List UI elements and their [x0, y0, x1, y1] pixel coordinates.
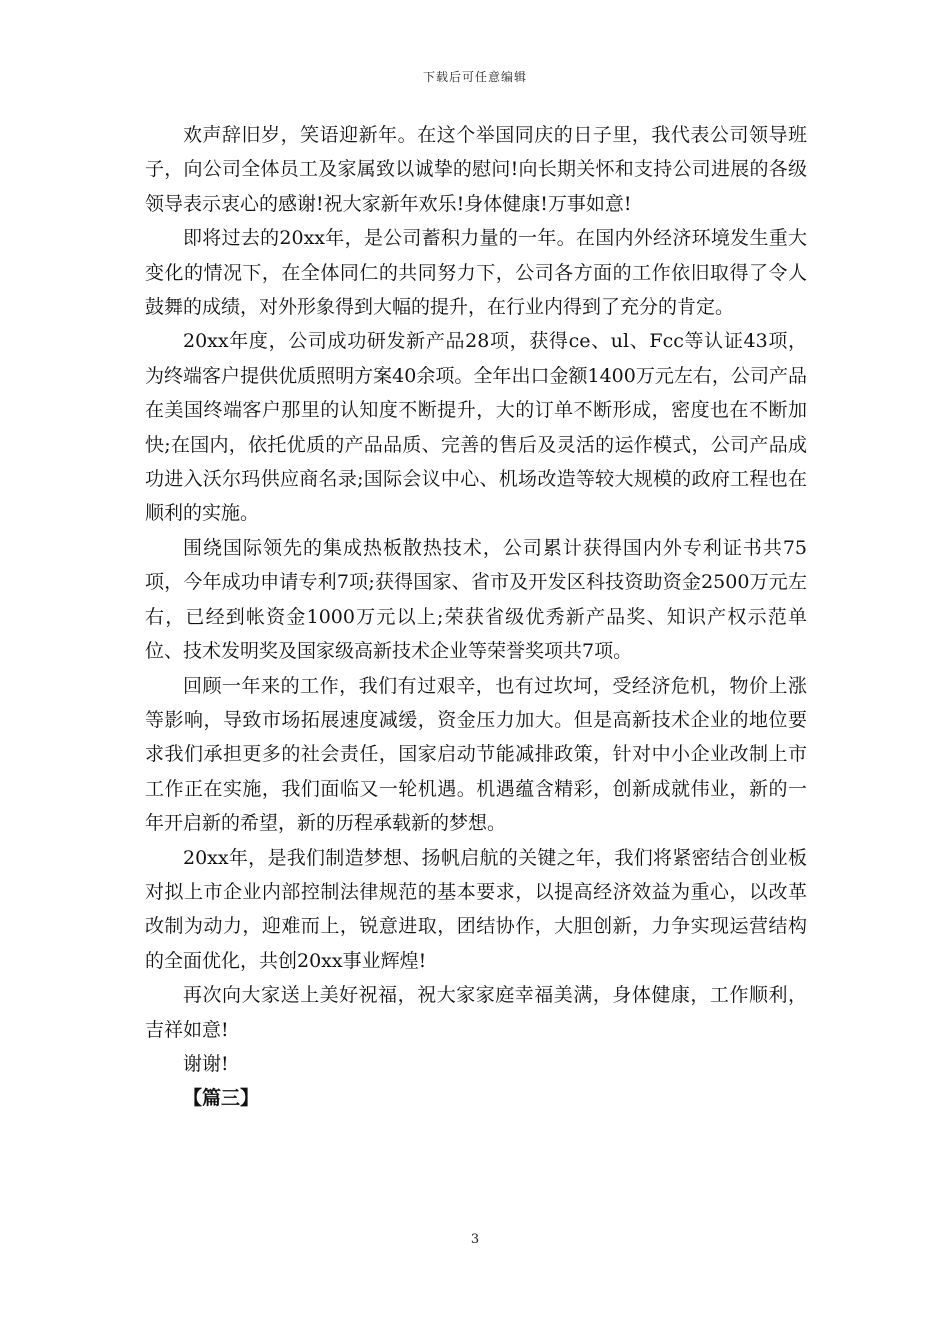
page-number: 3: [470, 1232, 480, 1247]
paragraph-products: 20xx年度，公司成功研发新产品28项，获得ce、ul、Fcc等认证43项，为终端客户提供优质照明方案40余项。全年出口金额1400万元左右，公司产品在美国终端客户那里的认知度不断提升，大的订单不断形成，密度也在不断加快;在国内，依托优质的产品品质、完善的售后及灵活的运作模式，公司产品成功进入沃尔玛供应商名录;国际会议中心、机场改造等较大规模的政府工程也在顺利的实施。: [145, 330, 807, 525]
document-body: [145, 118, 807, 1116]
paragraph-year-review: 即将过去的20xx年，是公司蓄积力量的一年。在国内外经济环境发生重大变化的情况下，在全体同仁的共同努力下，公司各方面的工作依旧取得了令人鼓舞的成绩，对外形象得到大幅的提升，在行业内得到了充分的肯定。: [145, 227, 807, 319]
paragraph-thanks: 谢谢!: [183, 1052, 229, 1075]
page-header-note: 下载后可任意编辑: [422, 70, 527, 84]
paragraph-patents: 围绕国际领先的集成热板散热技术，公司累计获得国内外专利证书共75项，今年成功申请专利7项;获得国家、省市及开发区科技资助资金2500万元左右，已经到帐资金1000万元以上;荣获省级优秀新产品奖、知识产权示范单位、技术发明奖及国家级高新技术企业等荣誉奖项共7项。: [145, 536, 807, 663]
section-heading: 【篇三】: [183, 1087, 260, 1110]
paragraph-outlook: 20xx年，是我们制造梦想、扬帆启航的关键之年，我们将紧密结合创业板对拟上市企业内部控制法律规范的基本要求，以提高经济效益为重心，以改革改制为动力，迎难而上，锐意进取，团结协作，大胆创新，力争实现运营结构的全面优化，共创20xx事业辉煌!: [145, 846, 807, 972]
paragraph-greeting: 欢声辞旧岁，笑语迎新年。在这个举国同庆的日子里，我代表公司领导班子，向公司全体员工及家属致以诚挚的慰问!向长期关怀和支持公司进展的各级领导表示衷心的感谢!祝大家新年欢乐!身体健康!万事如意!: [145, 124, 807, 215]
paragraph-challenges: 回顾一年来的工作，我们有过艰辛，也有过坎坷，受经济危机，物价上涨等影响，导致市场拓展速度减缓，资金压力加大。但是高新技术企业的地位要求我们承担更多的社会责任，国家启动节能减排政策，针对中小企业改制上市工作正在实施，我们面临又一轮机遇。机遇蕴含精彩，创新成就伟业，新的一年开启新的希望，新的历程承载新的梦想。: [145, 674, 807, 835]
paragraph-blessing: 再次向大家送上美好祝福，祝大家家庭幸福美满，身体健康，工作顺利，吉祥如意!: [145, 984, 807, 1041]
